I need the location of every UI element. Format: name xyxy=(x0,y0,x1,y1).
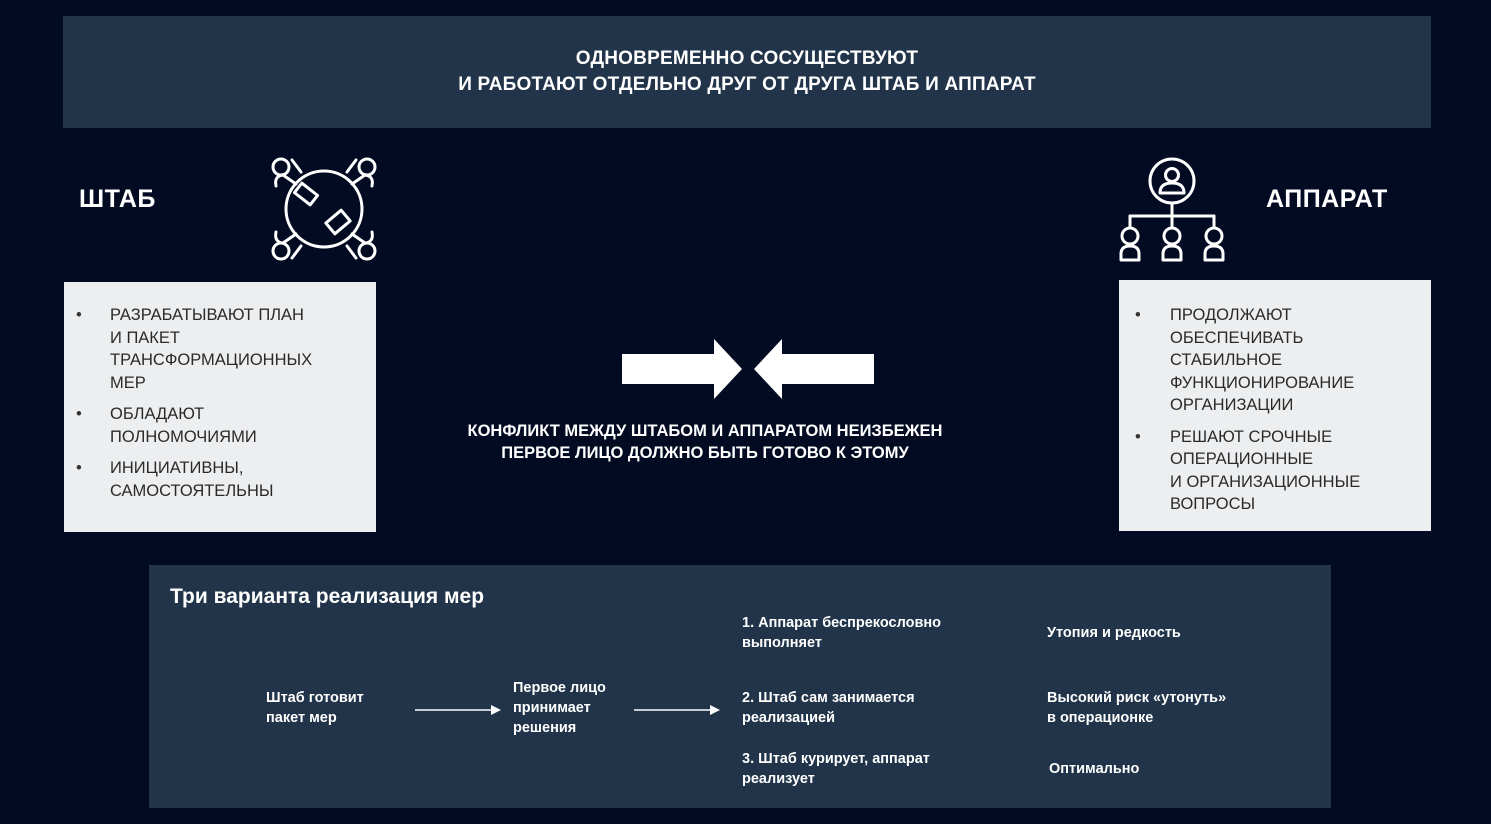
conflict-line-2: ПЕРВОЕ ЛИЦО ДОЛЖНО БЫТЬ ГОТОВО К ЭТОМУ xyxy=(501,444,909,462)
step-leader-decides xyxy=(513,678,606,738)
apparat-item-line: ОПЕРАЦИОННЫЕ xyxy=(1170,450,1313,468)
right-arrow-icon xyxy=(622,339,742,399)
bullet: • xyxy=(76,306,82,324)
bullet: • xyxy=(1135,427,1141,446)
option-line: 3. Штаб курирует, аппарат xyxy=(742,751,930,767)
shtab-list xyxy=(64,304,366,502)
apparat-item-line: И ОРГАНИЗАЦИОННЫЕ xyxy=(1170,472,1361,491)
left-arrow-icon xyxy=(754,339,874,399)
flow-arrow-icon xyxy=(634,704,720,716)
banner-line-2: И РАБОТАЮТ ОТДЕЛЬНО ДРУГ ОТ ДРУГА ШТАБ И АППАРАТ xyxy=(458,74,1036,95)
shtab-item-line: ИНИЦИАТИВНЫ, xyxy=(110,459,244,477)
option-1-result xyxy=(1047,623,1181,643)
org-hierarchy-icon xyxy=(1116,156,1228,264)
step-shtab-prepares xyxy=(266,688,364,728)
result-line: Утопия и редкость xyxy=(1047,625,1181,641)
apparat-item xyxy=(1119,426,1421,516)
shtab-panel xyxy=(64,282,376,532)
apparat-title: АППАРАТ xyxy=(1266,185,1388,213)
shtab-item-line: ОБЛАДАЮТ xyxy=(110,405,205,423)
shtab-item xyxy=(64,403,366,448)
conflict-line-1: КОНФЛИКТ МЕЖДУ ШТАБОМ И АППАРАТОМ НЕИЗБЕЖЕН xyxy=(467,422,943,440)
banner-line-1: ОДНОВРЕМЕННО СОСУЩЕСТВУЮТ xyxy=(575,48,919,69)
shtab-item xyxy=(64,304,366,394)
option-line: реализует xyxy=(742,771,815,787)
implementation-options-panel xyxy=(149,565,1331,808)
bullet: • xyxy=(76,405,82,423)
bullet: • xyxy=(76,459,82,477)
shtab-item-line: ТРАНСФОРМАЦИОННЫХ xyxy=(110,351,313,369)
shtab-item-line: РАЗРАБАТЫВАЮТ ПЛАН xyxy=(110,306,304,324)
option-line: 2. Штаб сам занимается xyxy=(742,690,915,706)
step-line: Первое лицо xyxy=(513,680,606,696)
step-line: решения xyxy=(513,720,577,736)
step-line: Штаб готовит xyxy=(266,690,364,706)
option-line: реализацией xyxy=(742,710,835,726)
shtab-item xyxy=(64,457,366,502)
apparat-item-line: ОБЕСПЕЧИВАТЬ xyxy=(1170,328,1304,347)
step-line: принимает xyxy=(513,700,591,716)
apparat-item-line: РЕШАЮТ СРОЧНЫЕ xyxy=(1170,427,1333,446)
round-table-meeting-icon xyxy=(268,154,380,264)
result-line: Оптимально xyxy=(1049,761,1140,777)
option-line: выполняет xyxy=(742,635,822,651)
conflict-statement xyxy=(430,420,980,464)
step-line: пакет мер xyxy=(266,710,337,726)
bullet: • xyxy=(1135,306,1141,324)
option-3 xyxy=(742,749,930,789)
shtab-item-line: И ПАКЕТ xyxy=(110,328,181,347)
converging-arrows-icon xyxy=(622,339,874,399)
shtab-title: ШТАБ xyxy=(79,185,156,213)
top-banner xyxy=(63,16,1431,128)
apparat-list xyxy=(1119,304,1421,516)
flow-arrow-icon xyxy=(415,704,501,716)
implementation-title: Три варианта реализация мер xyxy=(170,585,485,608)
result-line: Высокий риск «утонуть» xyxy=(1047,690,1227,706)
option-line: 1. Аппарат беспрекословно xyxy=(742,615,941,631)
shtab-item-line: ПОЛНОМОЧИЯМИ xyxy=(110,427,257,446)
option-2-result xyxy=(1047,688,1226,728)
apparat-item-line: ПРОДОЛЖАЮТ xyxy=(1170,306,1292,324)
option-2 xyxy=(742,688,915,728)
apparat-item-line: СТАБИЛЬНОЕ xyxy=(1170,351,1283,369)
apparat-panel xyxy=(1119,280,1431,531)
option-3-result xyxy=(1049,759,1139,779)
shtab-item-line: МЕР xyxy=(110,373,146,392)
shtab-item-line: САМОСТОЯТЕЛЬНЫ xyxy=(110,481,274,500)
apparat-item-line: ОРГАНИЗАЦИИ xyxy=(1170,396,1294,414)
apparat-item-line: ФУНКЦИОНИРОВАНИЕ xyxy=(1170,373,1355,392)
option-1 xyxy=(742,613,941,653)
apparat-item xyxy=(1119,304,1421,417)
result-line: в операционке xyxy=(1047,710,1154,726)
apparat-item-line: ВОПРОСЫ xyxy=(1170,495,1256,513)
